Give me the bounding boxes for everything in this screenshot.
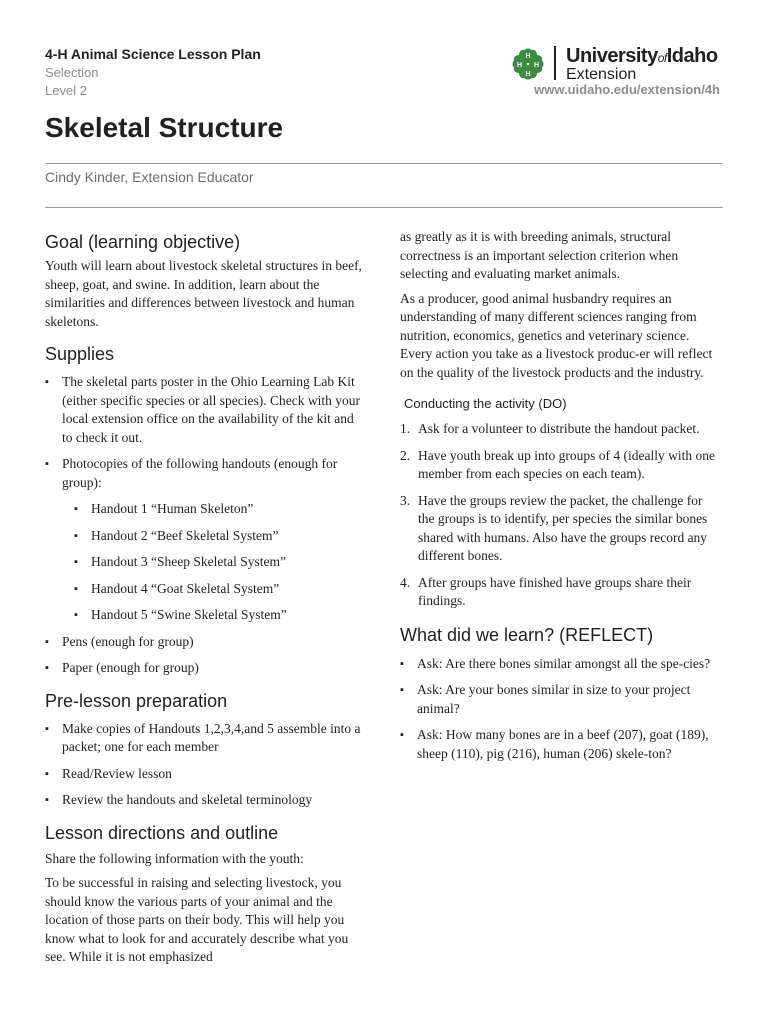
prelesson-heading: Pre-lesson preparation [45,690,228,711]
level-label: Level 2 [45,83,87,98]
reflect-list [400,655,722,764]
directions-intro: Share the following information with the youth: [45,850,304,866]
list-item: ▪ Read/Review lesson [45,765,367,784]
svg-text:H: H [517,62,523,69]
list-item: 4. After groups have finished have groups share their findings. [400,574,692,608]
extension-logo-text: Extension [566,66,637,83]
prelesson-list [45,720,367,810]
list-item: ▪ Review the handouts and skeletal terminology [45,791,367,810]
activity-steps [400,420,722,611]
list-item: ▪ Handout 2 “Beef Skeletal System” [74,527,367,546]
svg-text:H: H [534,62,540,69]
list-item: 2. Have youth break up into groups of 4 (ideally with one member from each species on each team). [400,447,715,481]
author-line: Cindy Kinder, Extension Educator [45,169,254,185]
goal-heading: Goal (learning objective) [45,232,241,252]
author-divider [45,207,723,208]
list-item: ▪ Paper (enough for group) [45,659,367,678]
svg-text:H: H [525,71,531,78]
university-logo-text: UniversityofIdaho [566,45,718,67]
list-item: ▪ Pens (enough for group) [45,633,367,652]
list-item: 3. Have the groups review the packet, the challenge for the groups is to identify, per species the similar bones shared with humans. Also have the groups record any different bones. [400,492,708,563]
directions-heading: Lesson directions and outline [45,822,279,843]
list-item: ▪ Ask: Are there bones similar amongst all the spe-cies? [400,655,722,674]
list-item [45,455,367,625]
goal-text: Youth will learn about livestock skeletal structures in beef, sheep, goat, and swine. In addition, learn about the similarities and differences between livestock and human skeletons. [45,258,362,329]
supplies-list [45,373,367,678]
list-item: 1. Ask for a volunteer to distribute the handout packet. [400,421,700,436]
right-column [400,228,722,763]
page-title: Skeletal Structure [45,112,284,143]
reflect-heading: What did we learn? (REFLECT) [400,624,654,645]
list-item: ▪ Handout 4 “Goat Skeletal System” [74,580,367,599]
supplies-heading: Supplies [45,344,115,364]
list-item-text: Photocopies of the following handouts (enough for group): [62,456,338,490]
handouts-list [74,500,367,625]
list-item: ▪ Ask: How many bones are in a beef (207), goat (189), sheep (110), pig (216), human (206) skele-ton? [400,726,722,763]
extension-url: www.uidaho.edu/extension/4h [534,82,720,97]
four-h-clover-icon [508,44,548,84]
list-item: ▪ Handout 3 “Sheep Skeletal System” [74,553,367,572]
left-column [45,228,367,967]
list-item: ▪ The skeletal parts poster in the Ohio Learning Lab Kit (either specific species or all species). Check with your local extension office on the availability of the kit and to check it out. [45,373,367,447]
directions-text: To be successful in raising and selecting livestock, you should know the various parts of your animal and the location of those parts on their body. This will help you know what to look for and accurately describe what you see. While it is not emphasized [45,875,349,964]
category-label: Selection [45,65,99,80]
svg-text:H: H [525,53,531,60]
logo-divider [554,46,556,80]
series-title: 4-H Animal Science Lesson Plan [45,46,261,62]
activity-heading: Conducting the activity (DO) [404,396,567,411]
list-item: ▪ Handout 1 “Human Skeleton” [74,500,367,519]
husbandry-text: As a producer, good animal husbandry requires an understanding of many different sciences ranging from nutrition, economics, genetics and veterinary science. Every action you take as a livestock produc-er will reflect on the quality of the livestock products and the industry. [400,290,713,380]
list-item: ▪ Ask: Are your bones similar in size to your project animal? [400,681,722,718]
title-divider [45,163,723,164]
list-item: ▪ Handout 5 “Swine Skeletal System” [74,606,367,625]
list-item: ▪ Make copies of Handouts 1,2,3,4,and 5 assemble into a packet; one for each member [45,720,367,757]
continued-text: as greatly as it is with breeding animals, structural correctness is an important selection criterion when selecting and evaluating market animals. [400,229,679,281]
